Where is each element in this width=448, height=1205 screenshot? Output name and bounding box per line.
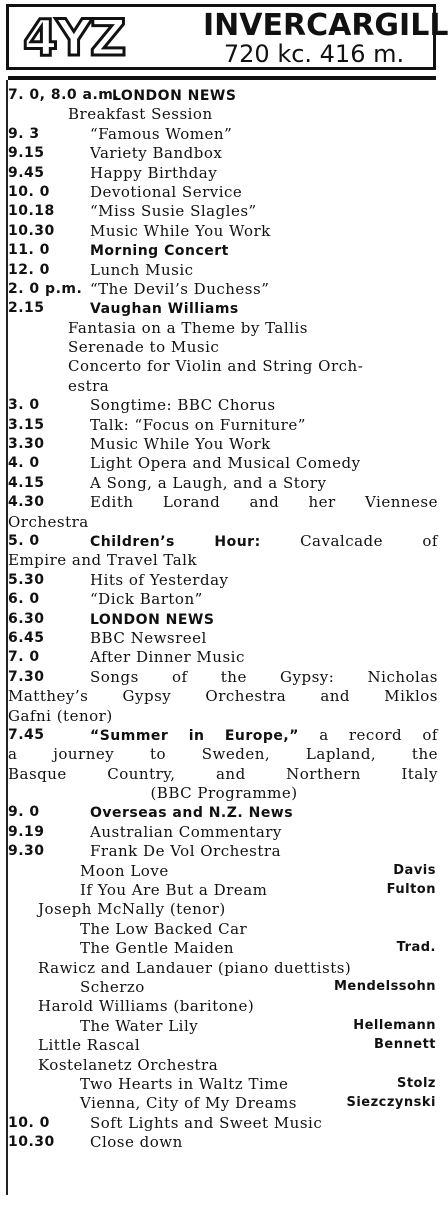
performer-name: Joseph McNally (tenor) — [38, 900, 226, 919]
programme-entry — [8, 610, 440, 629]
programme-title: Happy Birthday — [90, 163, 218, 182]
composer-name: Hellemann — [353, 1017, 436, 1033]
programme-title: After Dinner Music — [90, 648, 245, 667]
programme-title: BBC Newsreel — [90, 628, 207, 647]
programme-title: Music While You Work — [90, 221, 271, 240]
programme-continuation: Matthey’s Gypsy Orchestra and Miklos — [8, 687, 438, 706]
programme-detail — [8, 707, 440, 726]
programme-title-wrap — [90, 842, 440, 860]
programme-detail — [8, 862, 440, 881]
programme-detail — [8, 881, 440, 900]
programme-title: Songs of the Gypsy: Nicholas — [90, 667, 438, 686]
programme-title: Close down — [90, 1133, 183, 1152]
programme-time: 2.15 — [8, 300, 45, 317]
programme-title-line — [90, 726, 438, 745]
programme-title-wrap — [90, 202, 440, 220]
programme-entry — [8, 86, 440, 105]
programme-title: Soft Lights and Sweet Music — [90, 1113, 323, 1132]
programme-detail — [8, 319, 440, 338]
programme-title-wrap — [90, 435, 440, 453]
programme-time: 12. 0 — [8, 261, 50, 278]
composer-name: Bennett — [374, 1037, 436, 1053]
programme-item: Two Hearts in Waltz Time — [80, 1074, 289, 1093]
programme-title-wrap — [90, 261, 440, 279]
programme-time: 9.15 — [8, 145, 45, 162]
programme-title-rest: Cavalcade of — [300, 531, 438, 550]
programme-time: 9. 0 — [8, 804, 40, 821]
programme-title: “Dick Barton” — [90, 590, 203, 609]
programme-title: Hits of Yesterday — [90, 570, 229, 589]
performer-name: Harold Williams (baritone) — [38, 997, 255, 1016]
programme-detail — [8, 765, 440, 784]
programme-title: Devotional Service — [90, 182, 243, 201]
composer-name: Fulton — [386, 882, 436, 898]
programme-time: 7. 0 — [8, 649, 40, 666]
programme-title: “Summer in Europe,” — [90, 727, 299, 744]
programme-title: Songtime: BBC Chorus — [90, 396, 276, 415]
programme-detail — [8, 687, 440, 706]
programme-title-rest: a record of — [319, 725, 438, 744]
station-frequency: 720 kc. 416 m. — [223, 40, 405, 68]
programme-continuation: a journey to Sweden, Lapland, the — [8, 745, 438, 764]
programme-item: Scherzo — [80, 977, 145, 996]
programme-entry — [8, 299, 440, 318]
programme-entry — [8, 144, 440, 163]
programme-time: 10.30 — [8, 222, 55, 239]
programme-item: Concerto for Violin and String Orch- — [68, 357, 364, 376]
programme-time: 6. 0 — [8, 591, 40, 608]
programme-entry — [8, 803, 440, 822]
programme-title-wrap — [90, 493, 440, 511]
programme-time: 9.19 — [8, 823, 45, 840]
programme-entry — [8, 493, 440, 512]
header-rule — [8, 76, 436, 80]
programme-time: 7.45 — [8, 726, 45, 743]
programme-entry — [8, 280, 440, 299]
programme-time: 4.15 — [8, 474, 45, 491]
programme-entry — [8, 435, 440, 454]
programme-time: 7.30 — [8, 668, 45, 685]
programme-time: 7. 0, 8.0 a.m. — [8, 87, 120, 103]
programme-title-wrap — [90, 416, 440, 434]
composer-name: Siezczynski — [346, 1095, 436, 1111]
programme-entry — [8, 532, 440, 551]
programme-title: Morning Concert — [90, 243, 229, 260]
programme-entry — [8, 416, 440, 435]
programme-title-wrap — [90, 532, 440, 551]
programme-title-wrap — [90, 1133, 440, 1151]
performer-name: Rawicz and Landauer (piano duettists) — [38, 958, 352, 977]
programme-title-wrap — [90, 125, 440, 143]
programme-time: 6.45 — [8, 629, 45, 646]
programme-title: Edith Lorand and her Viennese — [90, 493, 438, 512]
programme-title-wrap — [112, 86, 440, 105]
programme-detail — [8, 1036, 440, 1055]
programme-time: 10. 0 — [8, 1114, 50, 1131]
programme-entry — [8, 842, 440, 861]
performer-name: Little Rascal — [38, 1036, 141, 1055]
composer-name: Stolz — [396, 1075, 436, 1091]
programme-time: 4. 0 — [8, 455, 40, 472]
station-header — [6, 4, 448, 70]
programme-item: The Water Lily — [80, 1016, 199, 1035]
programme-title: Talk: “Focus on Furniture” — [90, 415, 306, 434]
programme-time: 10.18 — [8, 203, 55, 220]
programme-title-wrap — [90, 668, 440, 686]
programme-time: 9. 3 — [8, 125, 40, 142]
performer-name: Kostelanetz Orchestra — [38, 1055, 219, 1074]
programme-item: Fantasia on a Theme by Tallis — [68, 318, 308, 337]
programme-title-wrap — [90, 474, 440, 492]
programme-item: Breakfast Session — [68, 105, 213, 124]
programme-title: Australian Commentary — [90, 822, 282, 841]
programme-entry — [8, 726, 440, 745]
programme-entry — [8, 1133, 440, 1152]
programme-item: Vienna, City of My Dreams — [80, 1094, 297, 1113]
programme-time: 9.45 — [8, 164, 45, 181]
programme-title-wrap — [90, 222, 440, 240]
programme-time: 5.30 — [8, 571, 45, 588]
programme-detail — [8, 745, 440, 764]
programme-continuation: Gafni (tenor) — [8, 706, 113, 725]
programme-detail — [8, 1075, 440, 1094]
programme-title: Children’s Hour: — [90, 533, 261, 550]
programme-title: Variety Bandbox — [90, 144, 223, 163]
programme-title-wrap — [90, 1114, 440, 1132]
programme-credit: (BBC Programme) — [150, 784, 298, 803]
programme-title: “The Devil’s Duchess” — [90, 279, 270, 298]
programme-title: Overseas and N.Z. News — [90, 805, 294, 822]
programme-title-wrap — [90, 183, 440, 201]
composer-name: Trad. — [396, 940, 436, 956]
programme-detail — [8, 1017, 440, 1036]
programme-detail — [8, 338, 440, 357]
programme-time: 10.30 — [8, 1134, 55, 1151]
programme-title-wrap — [90, 610, 440, 629]
programme-time: 9.30 — [8, 843, 45, 860]
programme-title-wrap — [90, 144, 440, 162]
composer-name: Davis — [393, 862, 436, 878]
programme-time: 3. 0 — [8, 397, 40, 414]
programme-title: Lunch Music — [90, 260, 194, 279]
programme-title: Light Opera and Musical Comedy — [90, 454, 361, 473]
programme-entry — [8, 164, 440, 183]
programme-title-wrap — [90, 571, 440, 589]
programme-time: 10. 0 — [8, 183, 50, 200]
programme-title-wrap — [90, 648, 440, 666]
programme-time: 5. 0 — [8, 532, 40, 549]
programme-entry — [8, 571, 440, 590]
programme-title: “Miss Susie Slagles” — [90, 202, 257, 221]
programme-title-wrap — [90, 454, 440, 472]
programme-title-wrap — [90, 164, 440, 182]
programme-entry — [8, 261, 440, 280]
programme-continuation: Orchestra — [8, 512, 89, 531]
programme-title: Music While You Work — [90, 435, 271, 454]
programme-entry — [8, 396, 440, 415]
programme-title-wrap — [90, 823, 440, 841]
programme-entry — [8, 668, 440, 687]
composer-name: Mendelssohn — [333, 978, 436, 994]
programme-entry — [8, 202, 440, 221]
programme-detail — [8, 513, 440, 532]
programme-entry — [8, 648, 440, 667]
programme-time: 2. 0 p.m. — [8, 280, 83, 297]
programme-title-wrap — [90, 241, 440, 260]
programme-entry — [8, 222, 440, 241]
programme-detail — [8, 978, 440, 997]
programme-entry — [8, 454, 440, 473]
programme-detail — [8, 900, 440, 919]
programme-time: 3.30 — [8, 436, 45, 453]
programme-detail — [8, 377, 440, 396]
programme-entry — [8, 183, 440, 202]
programme-detail — [8, 105, 440, 124]
programme-title-wrap — [90, 299, 440, 318]
programme-title-line — [90, 532, 438, 551]
programme-entry — [8, 241, 440, 260]
programme-title-wrap — [90, 396, 440, 414]
programme-item: estra — [68, 376, 110, 395]
programme-listing — [8, 86, 440, 1152]
programme-item: Serenade to Music — [68, 338, 220, 357]
programme-detail — [8, 551, 440, 570]
programme-item: If You Are But a Dream — [80, 881, 268, 900]
programme-item: Moon Love — [80, 861, 169, 880]
programme-detail — [8, 1094, 440, 1113]
programme-title-wrap — [90, 590, 440, 608]
programme-detail — [8, 357, 440, 376]
programme-time: 11. 0 — [8, 242, 50, 259]
programme-title: LONDON NEWS — [90, 611, 215, 628]
programme-entry — [8, 823, 440, 842]
programme-time: 4.30 — [8, 494, 45, 511]
programme-detail — [8, 1056, 440, 1075]
programme-detail — [8, 939, 440, 958]
programme-title: A Song, a Laugh, and a Story — [90, 473, 327, 492]
programme-time: 6.30 — [8, 610, 45, 627]
programme-entry — [8, 1114, 440, 1133]
programme-title-wrap — [90, 629, 440, 647]
station-city: INVERCARGILL — [203, 8, 448, 43]
programme-detail — [8, 959, 440, 978]
programme-entry — [8, 590, 440, 609]
programme-continuation: Empire and Travel Talk — [8, 551, 198, 570]
programme-detail — [8, 920, 440, 939]
programme-entry — [8, 629, 440, 648]
programme-title: Frank De Vol Orchestra — [90, 842, 282, 861]
station-logo: 4YZ — [23, 9, 125, 67]
programme-title: LONDON NEWS — [112, 88, 237, 104]
programme-item: The Low Backed Car — [80, 919, 248, 938]
programme-detail — [8, 784, 440, 803]
programme-entry — [8, 474, 440, 493]
programme-time: 3.15 — [8, 416, 45, 433]
programme-item: The Gentle Maiden — [80, 939, 235, 958]
programme-title-wrap — [90, 280, 440, 298]
programme-title: Vaughan Williams — [90, 301, 239, 318]
programme-title: “Famous Women” — [90, 124, 233, 143]
programme-title-wrap — [90, 803, 440, 822]
programme-detail — [8, 997, 440, 1016]
programme-continuation: Basque Country, and Northern Italy — [8, 764, 438, 783]
programme-title-wrap — [90, 726, 440, 745]
programme-entry — [8, 125, 440, 144]
